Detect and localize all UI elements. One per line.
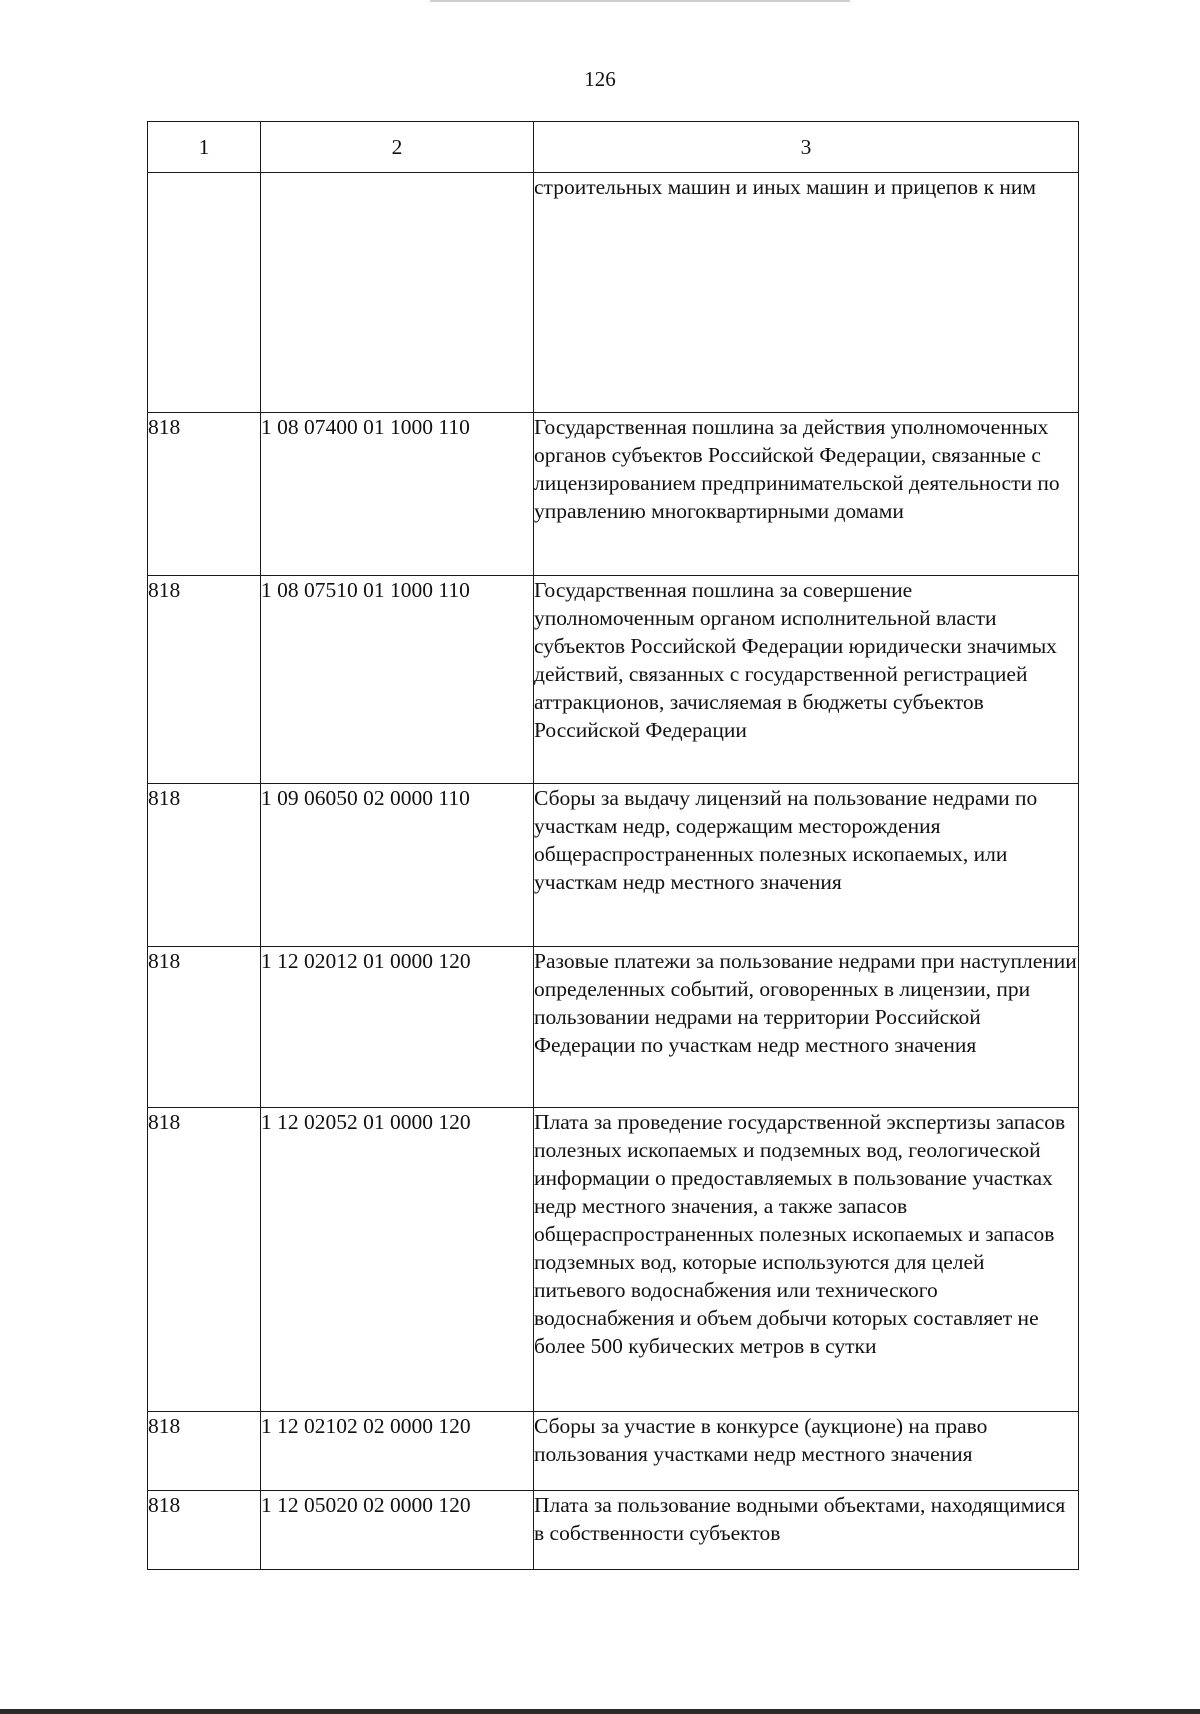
kbk-code-cell: 1 08 07510 01 1000 110 <box>261 576 534 784</box>
table-row <box>148 947 1079 1108</box>
revenue-codes-table <box>147 121 1079 1570</box>
kbk-code-cell: 1 12 02012 01 0000 120 <box>261 947 534 1108</box>
description-cell: Государственная пошлина за совершение уполномоченным органом исполнительной власти субъектов Российской Федерации юридически значимых действий, связанных с государственной регистрацией аттракционов, зачисляемая в бюджеты субъектов Российской Федерации <box>534 576 1079 784</box>
admin-code-cell: 818 <box>148 1491 261 1570</box>
column-header-3: 3 <box>534 122 1079 173</box>
description-cell: Сборы за участие в конкурсе (аукционе) на право пользования участками недр местного значения <box>534 1412 1079 1491</box>
admin-code-cell: 818 <box>148 1412 261 1491</box>
kbk-code-cell: 1 12 02102 02 0000 120 <box>261 1412 534 1491</box>
scan-bottom-edge <box>0 1709 1200 1714</box>
description-cell: строительных машин и иных машин и прицепов к ним <box>534 173 1079 413</box>
kbk-code-cell: 1 08 07400 01 1000 110 <box>261 413 534 576</box>
kbk-code-cell: 1 12 05020 02 0000 120 <box>261 1491 534 1570</box>
scan-top-edge <box>430 0 850 2</box>
description-cell: Плата за пользование водными объектами, находящимися в собственности субъектов <box>534 1491 1079 1570</box>
kbk-code-cell <box>261 173 534 413</box>
description-cell: Плата за проведение государственной экспертизы запасов полезных ископаемых и подземных вод, геологической информации о предоставляемых в пользование участках недр местного значения, а также запасов общераспространенных полезных ископаемых и запасов подземных вод, которые используются для целей питьевого водоснабжения или технического водоснабжения и объем добычи которых составляет не более 500 кубических метров в сутки <box>534 1108 1079 1412</box>
table-row <box>148 1108 1079 1412</box>
description-cell: Сборы за выдачу лицензий на пользование недрами по участкам недр, содержащим месторождения общераспространенных полезных ископаемых, или участкам недр местного значения <box>534 784 1079 947</box>
column-header-1: 1 <box>148 122 261 173</box>
admin-code-cell: 818 <box>148 947 261 1108</box>
kbk-code-cell: 1 12 02052 01 0000 120 <box>261 1108 534 1412</box>
description-cell: Разовые платежи за пользование недрами при наступлении определенных событий, оговоренных в лицензии, при пользовании недрами на территории Российской Федерации по участкам недр местного значения <box>534 947 1079 1108</box>
table-header-row <box>148 122 1079 173</box>
admin-code-cell <box>148 173 261 413</box>
table-row <box>148 173 1079 413</box>
description-cell: Государственная пошлина за действия уполномоченных органов субъектов Российской Федерации, связанные с лицензированием предпринимательской деятельности по управлению многоквартирными домами <box>534 413 1079 576</box>
table-row <box>148 1412 1079 1491</box>
admin-code-cell: 818 <box>148 413 261 576</box>
table-row <box>148 784 1079 947</box>
page-number: 126 <box>584 67 616 91</box>
admin-code-cell: 818 <box>148 784 261 947</box>
table-row <box>148 1491 1079 1570</box>
column-header-2: 2 <box>261 122 534 173</box>
kbk-code-cell: 1 09 06050 02 0000 110 <box>261 784 534 947</box>
admin-code-cell: 818 <box>148 1108 261 1412</box>
table-row <box>148 576 1079 784</box>
admin-code-cell: 818 <box>148 576 261 784</box>
table-row <box>148 413 1079 576</box>
